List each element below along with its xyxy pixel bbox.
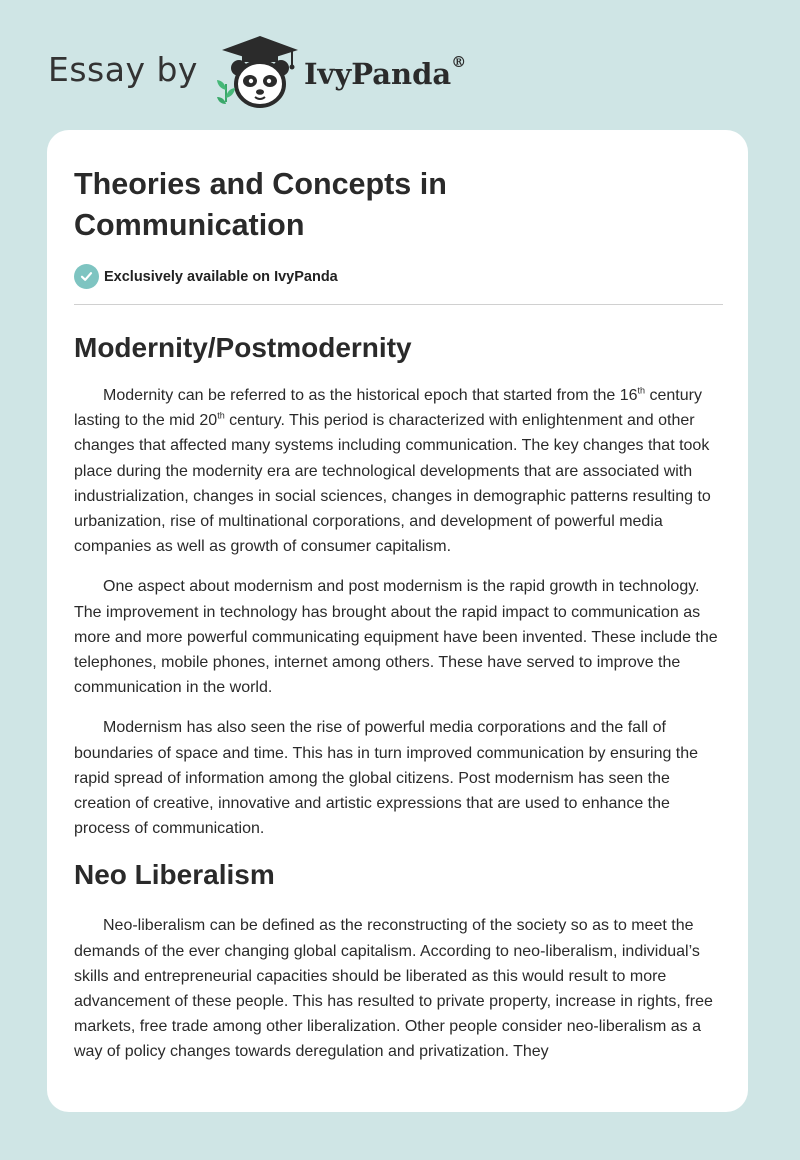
brand-name: IvyPanda® (303, 53, 467, 91)
paragraph: Modernism has also seen the rise of powerful media corporations and the fall of boundaries of space and time. This has in turn improved communication by ensuring the rapid spread of information among the global citizens. Post modernism has seen the creation of creative, innovative and artistic expressions that are used to enhance the process of communication. (74, 719, 699, 838)
paragraph: One aspect about modernism and post modernism is the rapid growth in technology. The improvement in technology has brought about the rapid impact to communication as more and more powerful communicating equipment have been invented. These include the telephones, mobile phones, internet among others. These have served to improve the communication in the world. (74, 578, 718, 697)
section-neo-liberalism (74, 858, 722, 1064)
exclusive-badge (74, 264, 722, 289)
paragraph: Neo-liberalism can be defined as the reconstructing of the society so as to meet the demands of the ever changing global capitalism. According to neo-liberalism, individual’s skills and entrepreneurial capacities should be liberated as this would result to more advancement of these people. This has resulted to private property, increase in rights, free markets, free trade among other liberalization. Other people consider neo-liberalism as a way of policy changes towards deregulation and privatization. They (74, 917, 713, 1061)
site-brand[interactable] (48, 30, 466, 114)
document-card (47, 130, 748, 1112)
paragraph: Modernity can be referred to as the historical epoch that started from the 16th century lasting to the mid 20th century. This period is characterized with enlightenment and other changes that affected many systems including communication. The key changes that took place during the modernity era are technological developments that are associated with industrialization, changes in social sciences, changes in demographic patterns resulting to urbanization, rise of multinational corporations, and development of powerful media companies as well as growth of consumer capitalism. (74, 385, 711, 556)
section-heading: Neo Liberalism (74, 859, 275, 891)
brand-prefix: Essay by (48, 49, 198, 89)
section-modernity (74, 331, 722, 841)
panda-logo-icon (212, 32, 302, 112)
check-icon (74, 264, 99, 289)
section-heading: Modernity/Postmodernity (74, 332, 412, 363)
badge-text: Exclusively available on IvyPanda (104, 268, 338, 285)
title-divider (74, 304, 723, 305)
page-title: Theories and Concepts in Communication (74, 167, 447, 242)
